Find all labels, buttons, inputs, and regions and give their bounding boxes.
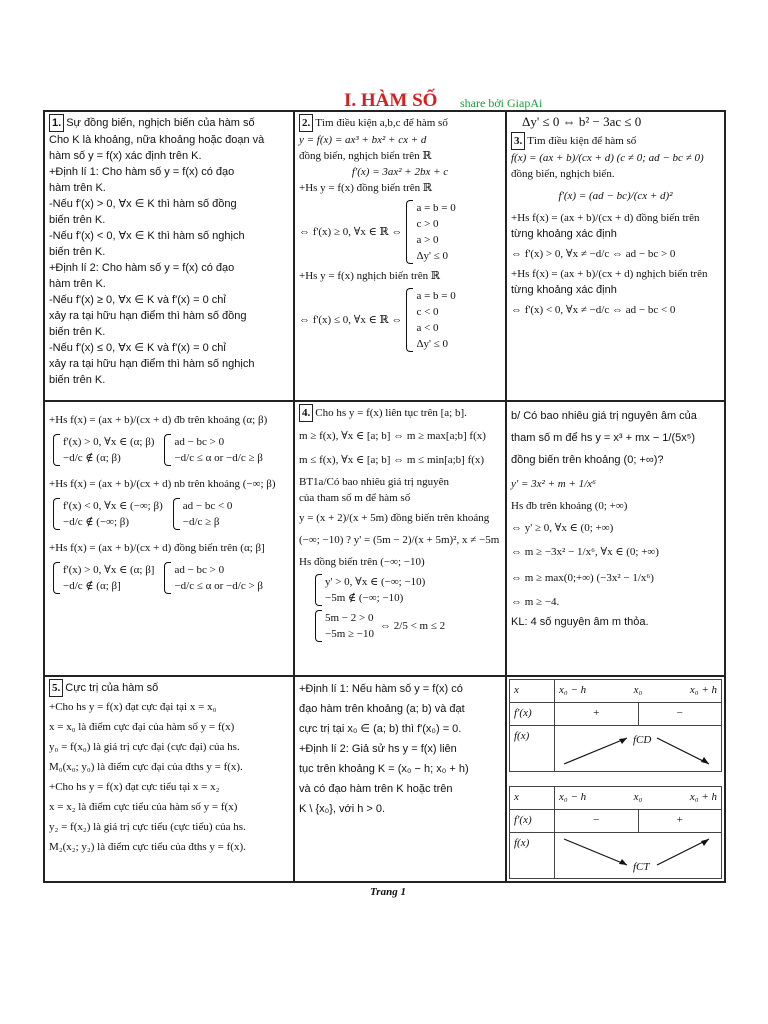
case-line: ad − bc > 0 (174, 564, 225, 576)
case-line: a = b = 0 (416, 290, 456, 302)
text-line: biến trên K. (49, 326, 106, 338)
x-value: x₀ − h (559, 684, 587, 696)
case-line: a < 0 (416, 322, 439, 334)
table-cell: f(x) (510, 833, 555, 879)
formula: ⇔ y' ≥ 0, ∀x ∈ (0; +∞) (511, 522, 614, 534)
section-number: 5. (49, 679, 63, 697)
formula: ⇔ m ≥ max(0;+∞) (−3x² − 1/x⁶) (511, 572, 654, 584)
text-line: đạo hàm trên khoảng (a; b) và đạt (299, 703, 465, 715)
text-line: biến trên K. (49, 214, 106, 226)
text-line: từng khoảng xác định (511, 284, 617, 296)
text-line: Hs đb trên khoảng (0; +∞) (511, 500, 628, 512)
section-heading: Tìm điều kiện a,b,c để hàm số (315, 117, 448, 129)
brace (406, 288, 413, 352)
text-line: y₂ = f(x₂) là giá trị cực tiểu (cực tiểu) của hs. (49, 821, 246, 833)
text-line: tham số m để hs y = x³ + mx − 1/(5x⁵) (511, 432, 695, 444)
formula: y = f(x) = ax³ + bx² + cx + d (299, 134, 427, 146)
brace (173, 498, 180, 530)
case-line: 5m − 2 > 0 (325, 612, 374, 624)
text-line: +Hs f(x) = (ax + b)/(cx + d) đồng biến trên (α; β] (49, 542, 265, 554)
x-value: x₀ + h (689, 684, 717, 696)
extremum-label: fCD (633, 734, 652, 746)
variation-table-min (509, 786, 722, 879)
case-line: −d/c ∉ (α; β] (63, 580, 121, 592)
text-line: hàm số y = f(x) xác định trên K. (49, 150, 202, 162)
text-line: -Nếu f'(x) > 0, ∀x ∈ K thì hàm số đồng (49, 198, 237, 210)
case-line: Δy' ≤ 0 (416, 250, 449, 262)
brace (406, 200, 413, 264)
text-line: +Hs f(x) = (ax + b)/(cx + d) nghịch biến trên (511, 268, 708, 280)
brace (315, 610, 322, 642)
sign-cell: + (555, 703, 639, 726)
cell-extremum-definition (44, 676, 294, 882)
section-number: 3. (511, 132, 525, 150)
text-line: M₂(x₂; y₂) là điểm cực tiểu của đths y = f(x). (49, 841, 246, 853)
section-number: 1. (49, 114, 64, 132)
brace (164, 562, 171, 594)
case-line: a = b = 0 (416, 202, 456, 214)
share-credit: share bởi GiapAi (460, 96, 543, 110)
text-line: đồng biến trên khoảng (0; +∞)? (511, 454, 664, 466)
table-cell: f'(x) (510, 810, 555, 833)
extremum-label: fCT (633, 861, 650, 873)
text-line: +Cho hs y = f(x) đạt cực tiểu tại x = x₂ (49, 781, 220, 793)
section-number: 4. (299, 404, 313, 422)
arrow-cell (555, 833, 722, 879)
case-line: −d/c ≤ α or −d/c ≥ β (174, 452, 263, 464)
brace (53, 562, 60, 594)
x-value: x₀ + h (689, 791, 717, 803)
text-line: của tham số m để hàm số (299, 492, 411, 504)
text-line: M₀(x₀; y₀) là điểm cực đại của đths y = f(x). (49, 761, 243, 773)
formula: f'(x) = (ad − bc)/(cx + d)² (558, 190, 673, 202)
case-line: f'(x) > 0, ∀x ∈ (α; β] (63, 564, 155, 576)
text-line: +Định lí 2: Cho hàm số y = f(x) có đạo (49, 262, 235, 274)
table-cell (555, 680, 722, 703)
text-line: xảy ra tại hữu hạn điểm thì hàm số nghịch (49, 358, 255, 370)
sign-cell: − (638, 703, 722, 726)
sign-cell: − (555, 810, 639, 833)
brace (53, 434, 60, 466)
case-line: −d/c ∉ (−∞; β) (63, 516, 130, 528)
case-line: ad − bc > 0 (174, 436, 225, 448)
text-line: hàm trên K. (49, 278, 106, 290)
table-cell: f'(x) (510, 703, 555, 726)
formula: ⇔ f'(x) ≥ 0, ∀x ∈ ℝ ⇔ (299, 226, 403, 238)
cell-cubic-monotonic (294, 111, 506, 401)
text-line: đồng biến, nghịch biến. (511, 168, 615, 180)
text-line: +Hs y = f(x) đồng biến trên ℝ (299, 182, 433, 194)
section-heading: Cực trị của hàm số (65, 682, 159, 694)
text-line: +Định lí 2: Giả sử hs y = f(x) liên (299, 743, 457, 755)
text-line: hàm trên K. (49, 182, 106, 194)
cell-rational-monotonic (506, 111, 725, 401)
text-line: -Nếu f'(x) ≥ 0, ∀x ∈ K và f'(x) = 0 chỉ (49, 294, 226, 306)
case-line: −d/c ≤ α or −d/c > β (174, 580, 264, 592)
case-line: y' > 0, ∀x ∈ (−∞; −10) (325, 576, 426, 588)
cell-rational-intervals (44, 401, 294, 676)
text-line: Hs đồng biến trên (−∞; −10) (299, 556, 425, 568)
content-grid (43, 110, 726, 883)
formula: ⇔ f'(x) ≤ 0, ∀x ∈ ℝ ⇔ (299, 314, 403, 326)
text-line: và có đạo hàm trên K hoặc trên (299, 783, 453, 795)
text-line: K \ {x₀}, với h > 0. (299, 803, 386, 815)
case-line: −d/c ∉ (α; β) (63, 452, 121, 464)
text-line: +Hs y = f(x) nghịch biến trên ℝ (299, 270, 440, 282)
case-line: f'(x) < 0, ∀x ∈ (−∞; β) (63, 500, 163, 512)
formula: ⇔ 2/5 < m ≤ 2 (380, 620, 446, 632)
cell-variation-tables (506, 676, 725, 882)
text-line: +Định lí 1: Nếu hàm số y = f(x) có (299, 683, 463, 695)
section-heading: Cho hs y = f(x) liên tục trên [a; b]. (315, 407, 467, 419)
case-line: f'(x) > 0, ∀x ∈ (α; β) (63, 436, 155, 448)
variation-table-max (509, 679, 722, 772)
cell-extremum-theorems (294, 676, 506, 882)
text-line: b/ Có bao nhiêu giá trị nguyên âm của (511, 410, 697, 422)
cell-monotonic-definition (44, 111, 294, 401)
formula: m ≥ f(x), ∀x ∈ [a; b] ⇔ m ≥ max[a;b] f(x) (299, 430, 486, 442)
case-line: −5m ≥ −10 (325, 628, 375, 640)
page-title: I. HÀM SỐ (344, 90, 438, 111)
text-line: tục trên khoảng K = (x₀ − h; x₀ + h) (299, 763, 469, 775)
table-cell: f(x) (510, 726, 555, 772)
arrow-cell (555, 726, 722, 772)
formula: y' = 3x² + m + 1/x⁶ (511, 478, 596, 490)
text-line: x = x₀ là điểm cực đại của hàm số y = f(x) (49, 721, 235, 733)
case-line: Δy' ≤ 0 (416, 338, 449, 350)
corner-formula: Δy' ≤ 0 ⇔ b² − 3ac ≤ 0 (522, 114, 642, 129)
text-line: KL: 4 số nguyên âm m thỏa. (511, 616, 649, 628)
brace (164, 434, 171, 466)
text-line: x = x₂ là điểm cực tiểu của hàm số y = f(x) (49, 801, 238, 813)
section-number: 2. (299, 114, 313, 132)
brace (315, 574, 322, 606)
formula: ⇔ m ≥ −3x² − 1/x⁶, ∀x ∈ (0; +∞) (511, 546, 659, 558)
text-line: +Hs f(x) = (ax + b)/(cx + d) nb trên khoảng (−∞; β) (49, 478, 276, 490)
text-line: từng khoảng xác định (511, 228, 617, 240)
case-line: c > 0 (416, 218, 439, 230)
x-value: x₀ (633, 791, 643, 803)
page-footer: Trang 1 (370, 886, 406, 898)
formula: f'(x) = 3ax² + 2bx + c (351, 166, 449, 178)
case-line: a > 0 (416, 234, 439, 246)
text-line: +Định lí 1: Cho hàm số y = f(x) có đạo (49, 166, 235, 178)
cell-max-min-condition (294, 401, 506, 676)
text-line: -Nếu f'(x) < 0, ∀x ∈ K thì hàm số nghịch (49, 230, 245, 242)
text-line: đồng biến, nghịch biến trên ℝ (299, 150, 432, 162)
text-line: +Cho hs y = f(x) đạt cực đại tại x = x₀ (49, 701, 217, 713)
formula: ⇔ f'(x) < 0, ∀x ≠ −d/c ⇔ ad − bc < 0 (511, 304, 676, 316)
text-line: +Hs f(x) = (ax + b)/(cx + d) đồng biến trên (511, 212, 700, 224)
case-line: −5m ∉ (−∞; −10) (325, 592, 404, 604)
text-line: +Hs f(x) = (ax + b)/(cx + d) đb trên khoảng (α; β) (49, 414, 268, 426)
text-line: -Nếu f'(x) ≤ 0, ∀x ∈ K và f'(x) = 0 chỉ (49, 342, 226, 354)
brace (53, 498, 60, 530)
sign-cell: + (638, 810, 722, 833)
case-line: c < 0 (416, 306, 439, 318)
formula: ⇔ f'(x) > 0, ∀x ≠ −d/c ⇔ ad − bc > 0 (511, 248, 676, 260)
x-value: x₀ (633, 684, 643, 696)
text-line: Cho K là khoảng, nữa khoảng hoặc đoạn và (49, 134, 265, 146)
case-line: ad − bc < 0 (182, 500, 233, 512)
formula: m ≤ f(x), ∀x ∈ [a; b] ⇔ m ≤ min[a;b] f(x) (299, 454, 485, 466)
case-line: −d/c ≥ β (182, 516, 220, 528)
formula: y = (x + 2)/(x + 5m) đồng biến trên khoảng (299, 512, 490, 524)
formula: f(x) = (ax + b)/(cx + d) (c ≠ 0; ad − bc ≠ 0) (511, 152, 704, 164)
section-heading: Sự đồng biến, nghịch biến của hàm số (66, 117, 255, 129)
table-cell: x (510, 680, 555, 703)
section-heading: Tìm điều kiện để hàm số (527, 135, 637, 147)
cell-example-b (506, 401, 725, 676)
x-value: x₀ − h (559, 791, 587, 803)
text-line: xảy ra tại hữu hạn điểm thì hàm số đồng (49, 310, 247, 322)
table-cell: x (510, 787, 555, 810)
text-line: cực trị tại x₀ ∈ (a; b) thì f'(x₀) = 0. (299, 723, 462, 735)
text-line: y₀ = f(x₀) là giá trị cực đại (cực đại) của hs. (49, 741, 240, 753)
table-cell (555, 787, 722, 810)
formula: ⇔ m ≥ −4. (511, 596, 560, 608)
formula: (−∞; −10) ? y' = (5m − 2)/(x + 5m)², x ≠ −5m (299, 534, 500, 546)
text-line: biến trên K. (49, 374, 106, 386)
text-line: BT1a/Có bao nhiêu giá trị nguyên (299, 476, 449, 488)
text-line: biến trên K. (49, 246, 106, 258)
